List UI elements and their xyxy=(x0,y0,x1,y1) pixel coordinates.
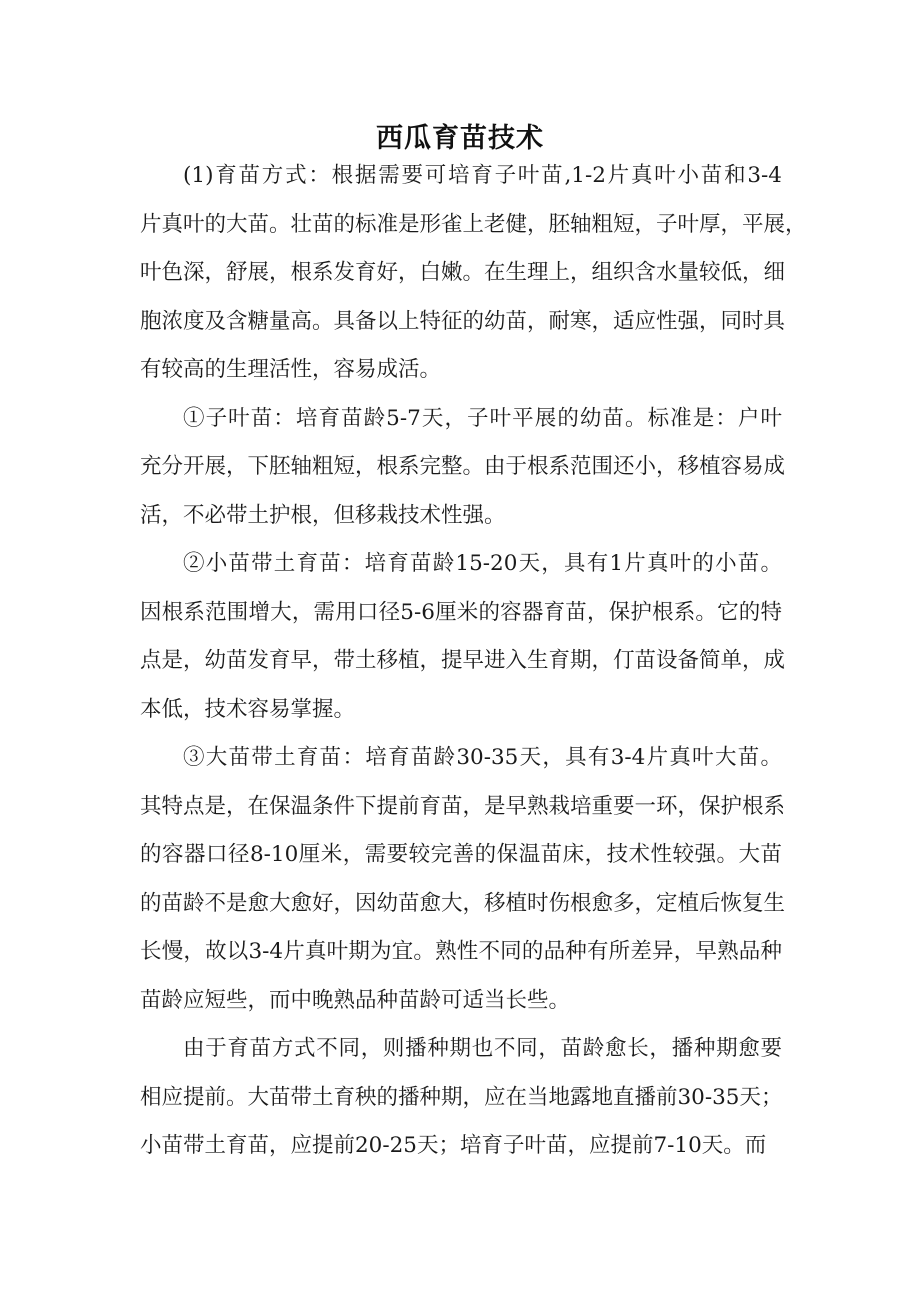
paragraph-sowing-period xyxy=(140,1025,782,1171)
text-line: 有较高的生理活性，容易成活。 xyxy=(140,357,442,382)
document-body xyxy=(140,152,807,1171)
text-line: 本低，技术容易掌握。 xyxy=(140,696,356,722)
text-line: 苗龄应短些，而中晚熟品种苗龄可适当长些。 xyxy=(140,987,571,1013)
text-line: 长慢，故以3-4片真叶期为宜。熟性不同的品种有所差异，早熟品种 xyxy=(140,939,782,964)
text-line: 的容器口径8-10厘米，需要较完善的保温苗床，技术性较强。大苗 xyxy=(140,842,782,867)
paragraph-seedling-methods xyxy=(140,152,807,395)
text-line: 叶色深，舒展，根系发育好，白嫩。在生理上，组织含水量较低，细 xyxy=(140,260,786,285)
paragraph-small-seedling xyxy=(140,540,786,734)
text-line: ③大苗带土育苗：培育苗龄30-35天，具有3-4片真叶大苗。 xyxy=(183,745,782,770)
paragraph-large-seedling xyxy=(140,734,786,1025)
text-line: 胞浓度及含糖量高。具备以上特征的幼苗，耐寒，适应性强，同时具 xyxy=(140,308,786,334)
text-line: 其特点是，在保温条件下提前育苗，是早熟栽培重要一环，保护根系 xyxy=(140,793,786,819)
text-line: ①子叶苗：培育苗龄5-7天，子叶平展的幼苗。标准是：户叶 xyxy=(183,405,782,431)
text-line: 由于育苗方式不同，则播种期也不同，苗龄愈长，播种期愈要 xyxy=(183,1036,782,1061)
text-line: 充分开展，下胚轴粗短，根系完整。由于根系范围还小，移植容易成 xyxy=(140,454,786,479)
text-line: 因根系范围增大，需用口径5-6厘米的容器育苗，保护根系。它的特 xyxy=(140,599,782,625)
document-title: 西瓜育苗技术 xyxy=(376,123,544,154)
text-line: 片真叶的大苗。壮苗的标准是形雀上老健，胚轴粗短，子叶厚，平展， xyxy=(140,211,807,237)
text-line: (1)育苗方式：根据需要可培育子叶苗,1-2片真叶小苗和3-4 xyxy=(183,163,782,188)
text-line: ②小苗带土育苗：培育苗龄15-20天，具有1片真叶的小苗。 xyxy=(183,551,782,576)
text-line: 的苗龄不是愈大愈好，因幼苗愈大，移植时伤根愈多，定植后恢复生 xyxy=(140,890,786,916)
text-line: 小苗带土育苗，应提前20-25天；培育子叶苗，应提前7-10天。而 xyxy=(140,1133,767,1158)
text-line: 相应提前。大苗带土育秧的播种期，应在当地露地直播前30-35天； xyxy=(140,1084,783,1110)
text-line: 点是，幼苗发育早，带土移植，提早进入生育期，仃苗设备简单，成 xyxy=(140,648,786,673)
paragraph-cotyledon-seedling xyxy=(140,395,786,541)
text-line: 活，不必带土护根，但移栽技术性强。 xyxy=(140,502,506,528)
